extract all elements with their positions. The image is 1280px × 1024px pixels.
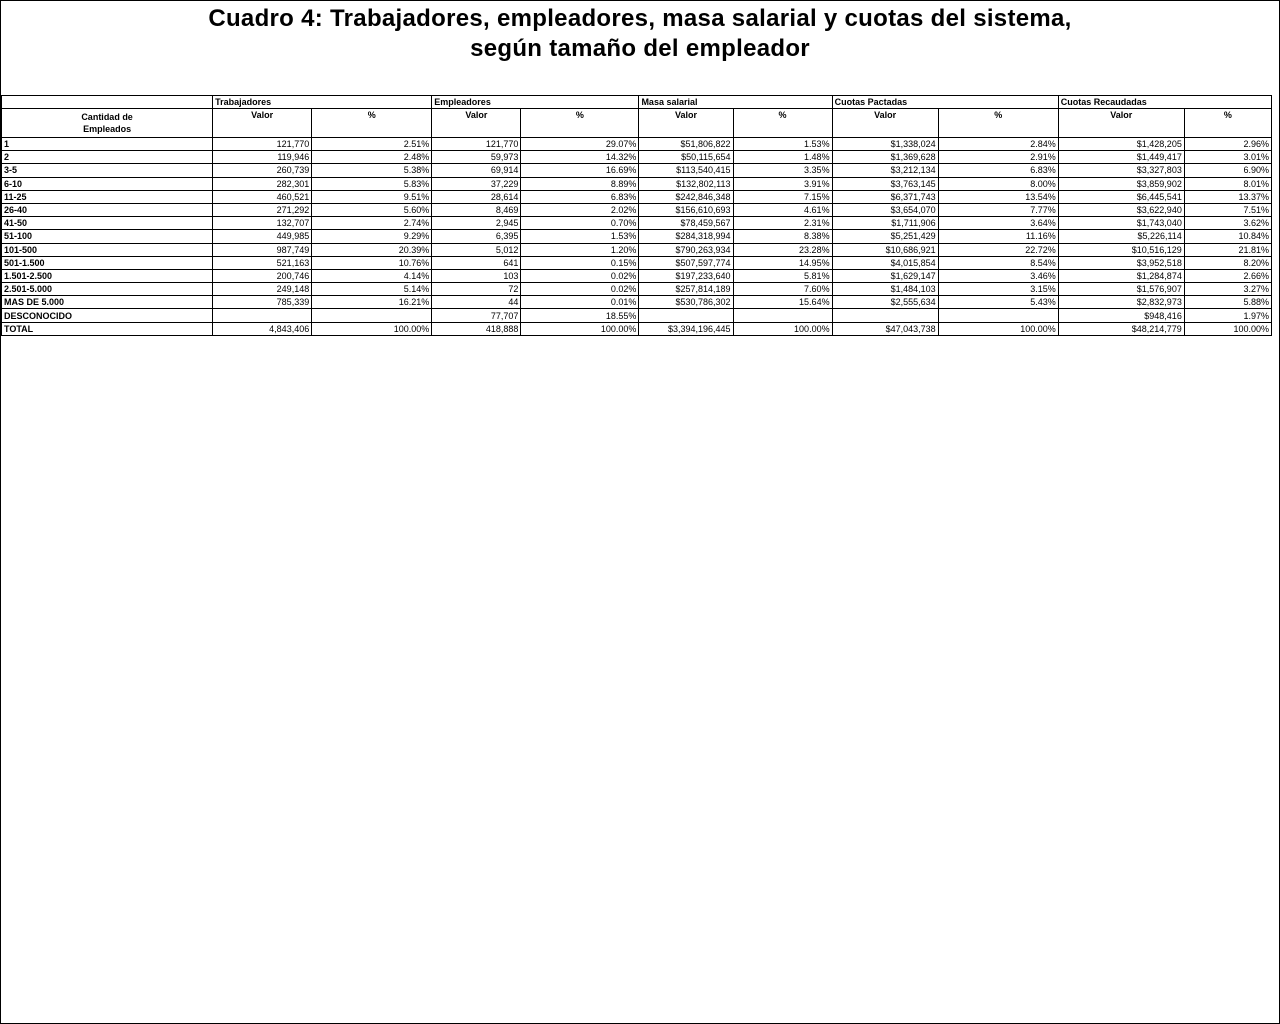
value-cell: $51,806,822 [639,138,733,151]
pct-cell: 23.28% [733,243,832,256]
table-row [2,138,1272,151]
pct-cell: 14.32% [521,151,639,164]
row-label: TOTAL [2,322,213,335]
row-label: 2 [2,151,213,164]
row-label: 3-5 [2,164,213,177]
row-label: 1.501-2.500 [2,269,213,282]
group-trabajadores: Trabajadores [213,96,432,109]
pct-cell: 2.02% [521,203,639,216]
value-cell: 521,163 [213,256,312,269]
pct-cell: 4.61% [733,203,832,216]
table-row [2,230,1272,243]
value-cell: $1,629,147 [832,269,938,282]
pct-cell: 8.89% [521,177,639,190]
row-label: DESCONOCIDO [2,309,213,322]
table-row [2,177,1272,190]
pct-cell: 5.38% [312,164,432,177]
value-cell: $6,445,541 [1058,190,1184,203]
value-cell: $1,743,040 [1058,217,1184,230]
pct-cell: 8.20% [1184,256,1271,269]
value-cell: 249,148 [213,283,312,296]
value-cell: 6,395 [432,230,521,243]
pct-cell: 2.96% [1184,138,1271,151]
pct-cell: 8.01% [1184,177,1271,190]
page-title [0,4,1280,64]
value-cell: $10,516,129 [1058,243,1184,256]
pct-cell: 3.15% [938,283,1058,296]
pct-cell: 100.00% [1184,322,1271,335]
table-row [2,296,1272,309]
value-cell: 132,707 [213,217,312,230]
col-pct: % [1184,109,1271,138]
title-line-1: Cuadro 4: Trabajadores, empleadores, masa salarial y cuotas del sistema, [208,5,1072,32]
table-row [2,190,1272,203]
pct-cell: 2.91% [938,151,1058,164]
value-cell: $50,115,654 [639,151,733,164]
pct-cell: 1.48% [733,151,832,164]
value-cell: $1,338,024 [832,138,938,151]
row-label: MAS DE 5.000 [2,296,213,309]
value-cell: $1,484,103 [832,283,938,296]
pct-cell: 4.14% [312,269,432,282]
value-cell: $132,802,113 [639,177,733,190]
pct-cell: 10.76% [312,256,432,269]
value-cell: $530,786,302 [639,296,733,309]
pct-cell: 5.83% [312,177,432,190]
pct-cell: 7.77% [938,203,1058,216]
value-cell: $6,371,743 [832,190,938,203]
pct-cell: 7.60% [733,283,832,296]
pct-cell: 2.51% [312,138,432,151]
value-cell: 641 [432,256,521,269]
pct-cell: 100.00% [733,322,832,335]
corner-cell [2,96,213,109]
row-label: 6-10 [2,177,213,190]
value-cell: $257,814,189 [639,283,733,296]
value-cell: $3,952,518 [1058,256,1184,269]
value-cell: $3,859,902 [1058,177,1184,190]
pct-cell: 7.51% [1184,203,1271,216]
value-cell: 69,914 [432,164,521,177]
value-cell: $1,449,417 [1058,151,1184,164]
pct-cell: 0.70% [521,217,639,230]
pct-cell: 5.14% [312,283,432,296]
value-cell: $78,459,567 [639,217,733,230]
pct-cell: 0.02% [521,269,639,282]
col-pct: % [733,109,832,138]
value-cell: 103 [432,269,521,282]
row-header [2,109,213,138]
value-cell: $3,763,145 [832,177,938,190]
table-row [2,256,1272,269]
pct-cell: 5.81% [733,269,832,282]
pct-cell: 3.46% [938,269,1058,282]
row-label: 2.501-5.000 [2,283,213,296]
value-cell: $1,284,874 [1058,269,1184,282]
col-valor: Valor [213,109,312,138]
pct-cell: 21.81% [1184,243,1271,256]
value-cell: 260,739 [213,164,312,177]
pct-cell: 1.53% [521,230,639,243]
value-cell: $948,416 [1058,309,1184,322]
row-header-label: Cantidad de Empleados [81,112,133,134]
value-cell: 4,843,406 [213,322,312,335]
pct-cell: 1.97% [1184,309,1271,322]
pct-cell: 15.64% [733,296,832,309]
pct-cell: 9.29% [312,230,432,243]
value-cell: $3,654,070 [832,203,938,216]
value-cell: 28,614 [432,190,521,203]
group-cuotas-recaudadas: Cuotas Recaudadas [1058,96,1271,109]
value-cell: 460,521 [213,190,312,203]
table-row [2,164,1272,177]
pct-cell: 3.35% [733,164,832,177]
table-row [2,309,1272,322]
pct-cell: 3.91% [733,177,832,190]
pct-cell: 16.21% [312,296,432,309]
value-cell: $113,540,415 [639,164,733,177]
value-cell: $48,214,779 [1058,322,1184,335]
pct-cell: 0.02% [521,283,639,296]
pct-cell: 5.88% [1184,296,1271,309]
value-cell: $197,233,640 [639,269,733,282]
value-cell: $4,015,854 [832,256,938,269]
value-cell [213,309,312,322]
value-cell: 2,945 [432,217,521,230]
col-pct: % [521,109,639,138]
value-cell: $3,622,940 [1058,203,1184,216]
value-cell: $5,226,114 [1058,230,1184,243]
pct-cell: 10.84% [1184,230,1271,243]
pct-cell: 13.54% [938,190,1058,203]
pct-cell: 2.48% [312,151,432,164]
value-cell: $242,846,348 [639,190,733,203]
value-cell: $156,610,693 [639,203,733,216]
row-label: 11-25 [2,190,213,203]
pct-cell: 9.51% [312,190,432,203]
col-pct: % [938,109,1058,138]
group-masa-salarial: Masa salarial [639,96,832,109]
value-cell: 121,770 [213,138,312,151]
pct-cell: 100.00% [938,322,1058,335]
pct-cell: 6.83% [938,164,1058,177]
value-cell: $1,428,205 [1058,138,1184,151]
sub-header-row [2,109,1272,138]
pct-cell: 2.66% [1184,269,1271,282]
pct-cell: 7.15% [733,190,832,203]
pct-cell [938,309,1058,322]
row-label: 501-1.500 [2,256,213,269]
table-body [2,138,1272,336]
value-cell: $1,711,906 [832,217,938,230]
value-cell: 72 [432,283,521,296]
value-cell [832,309,938,322]
value-cell: 987,749 [213,243,312,256]
value-cell [639,309,733,322]
pct-cell: 8.54% [938,256,1058,269]
value-cell: 44 [432,296,521,309]
pct-cell: 6.90% [1184,164,1271,177]
value-cell: 119,946 [213,151,312,164]
col-valor: Valor [639,109,733,138]
pct-cell: 1.53% [733,138,832,151]
value-cell: 282,301 [213,177,312,190]
pct-cell: 22.72% [938,243,1058,256]
pct-cell: 5.60% [312,203,432,216]
pct-cell: 16.69% [521,164,639,177]
pct-cell: 100.00% [521,322,639,335]
pct-cell: 3.27% [1184,283,1271,296]
pct-cell [312,309,432,322]
row-label: 101-500 [2,243,213,256]
table-row [2,269,1272,282]
pct-cell: 11.16% [938,230,1058,243]
value-cell: 449,985 [213,230,312,243]
value-cell: $507,597,774 [639,256,733,269]
group-empleadores: Empleadores [432,96,639,109]
pct-cell: 20.39% [312,243,432,256]
pct-cell: 2.74% [312,217,432,230]
value-cell: $2,555,634 [832,296,938,309]
value-cell: $3,212,134 [832,164,938,177]
value-cell: 8,469 [432,203,521,216]
col-pct: % [312,109,432,138]
value-cell: $47,043,738 [832,322,938,335]
value-cell: 59,973 [432,151,521,164]
row-label: 26-40 [2,203,213,216]
pct-cell: 13.37% [1184,190,1271,203]
row-label: 41-50 [2,217,213,230]
col-valor: Valor [1058,109,1184,138]
group-header-row [2,96,1272,109]
pct-cell: 0.15% [521,256,639,269]
table-row [2,151,1272,164]
table-row [2,322,1272,335]
row-label: 1 [2,138,213,151]
value-cell: 785,339 [213,296,312,309]
value-cell: $3,394,196,445 [639,322,733,335]
value-cell: $2,832,973 [1058,296,1184,309]
value-cell: $1,576,907 [1058,283,1184,296]
col-valor: Valor [832,109,938,138]
pct-cell: 0.01% [521,296,639,309]
value-cell: 5,012 [432,243,521,256]
pct-cell: 6.83% [521,190,639,203]
pct-cell: 2.84% [938,138,1058,151]
data-table [1,95,1272,336]
value-cell: 200,746 [213,269,312,282]
pct-cell: 3.64% [938,217,1058,230]
value-cell: $10,686,921 [832,243,938,256]
pct-cell: 8.00% [938,177,1058,190]
table-row [2,243,1272,256]
pct-cell [733,309,832,322]
value-cell: $3,327,803 [1058,164,1184,177]
table-row [2,283,1272,296]
pct-cell: 18.55% [521,309,639,322]
table-row [2,203,1272,216]
value-cell: $1,369,628 [832,151,938,164]
value-cell: 37,229 [432,177,521,190]
pct-cell: 8.38% [733,230,832,243]
pct-cell: 2.31% [733,217,832,230]
value-cell: 121,770 [432,138,521,151]
group-cuotas-pactadas: Cuotas Pactadas [832,96,1058,109]
pct-cell: 29.07% [521,138,639,151]
pct-cell: 1.20% [521,243,639,256]
col-valor: Valor [432,109,521,138]
pct-cell: 5.43% [938,296,1058,309]
value-cell: $790,263,934 [639,243,733,256]
pct-cell: 14.95% [733,256,832,269]
pct-cell: 100.00% [312,322,432,335]
value-cell: 271,292 [213,203,312,216]
pct-cell: 3.62% [1184,217,1271,230]
pct-cell: 3.01% [1184,151,1271,164]
value-cell: $5,251,429 [832,230,938,243]
value-cell: 77,707 [432,309,521,322]
value-cell: 418,888 [432,322,521,335]
row-label: 51-100 [2,230,213,243]
title-line-2: según tamaño del empleador [470,35,810,62]
table-row [2,217,1272,230]
value-cell: $284,318,994 [639,230,733,243]
